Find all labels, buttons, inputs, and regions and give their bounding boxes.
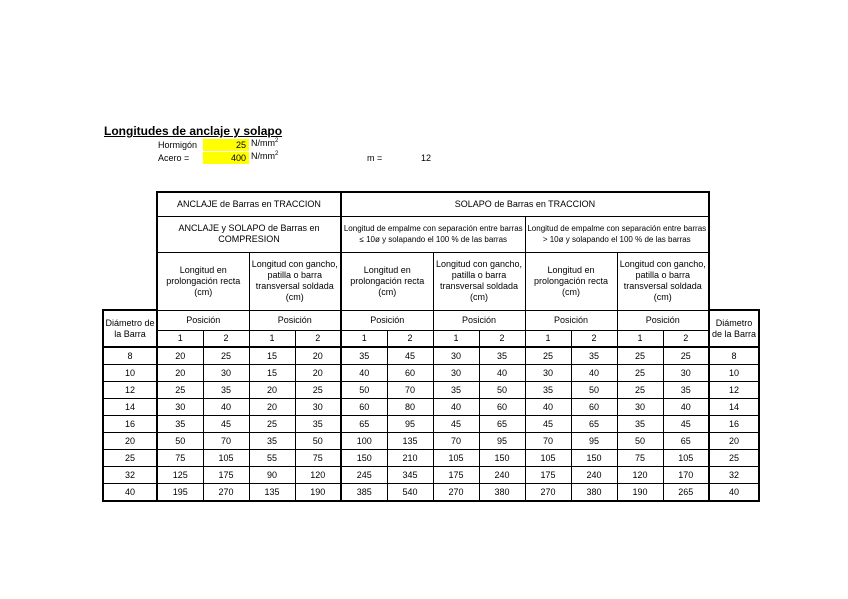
- posicion-header: Posición: [433, 310, 525, 330]
- diameter-cell: 8: [709, 347, 759, 365]
- table-row: [103, 365, 759, 382]
- length-cell: 35: [663, 382, 709, 399]
- length-cell: 45: [387, 347, 433, 365]
- table-row: [103, 347, 759, 365]
- length-cell: 40: [663, 399, 709, 416]
- length-cell: 150: [571, 450, 617, 467]
- length-cell: 35: [157, 416, 203, 433]
- diameter-cell: 10: [103, 365, 157, 382]
- length-cell: 20: [249, 382, 295, 399]
- length-cell: 65: [479, 416, 525, 433]
- length-cell: 30: [295, 399, 341, 416]
- anclaje-compresion-header: ANCLAJE y SOLAPO de Barras en COMPRESION: [157, 216, 341, 252]
- m-label: m =: [367, 153, 383, 163]
- length-cell: 75: [295, 450, 341, 467]
- length-cell: 45: [433, 416, 479, 433]
- length-cell: 195: [157, 484, 203, 502]
- table-row: [103, 416, 759, 433]
- length-cell: 95: [387, 416, 433, 433]
- length-cell: 90: [249, 467, 295, 484]
- length-cell: 45: [203, 416, 249, 433]
- length-cell: 25: [295, 382, 341, 399]
- pos-1: 1: [433, 330, 479, 347]
- diameter-cell: 40: [709, 484, 759, 502]
- posicion-header: Posición: [157, 310, 249, 330]
- length-cell: 380: [479, 484, 525, 502]
- posicion-header: Posición: [341, 310, 433, 330]
- table-row: [103, 484, 759, 502]
- length-cell: 50: [157, 433, 203, 450]
- length-cell: 50: [479, 382, 525, 399]
- length-cell: 150: [341, 450, 387, 467]
- length-cell: 75: [617, 450, 663, 467]
- length-cell: 40: [571, 365, 617, 382]
- empalme-1-header: Longitud de empalme con separación entre barras ≤ 10ø y solapando el 100 % de las barras: [341, 216, 525, 252]
- length-cell: 15: [249, 347, 295, 365]
- table-row: [103, 399, 759, 416]
- length-cell: 380: [571, 484, 617, 502]
- length-cell: 20: [157, 365, 203, 382]
- length-cell: 105: [203, 450, 249, 467]
- diameter-cell: 10: [709, 365, 759, 382]
- table-row: [103, 450, 759, 467]
- pos-1: 1: [341, 330, 387, 347]
- acero-value[interactable]: 400: [203, 152, 249, 164]
- anclaje-traccion-header: ANCLAJE de Barras en TRACCION: [157, 192, 341, 216]
- length-cell: 20: [157, 347, 203, 365]
- length-cell: 40: [203, 399, 249, 416]
- length-cell: 210: [387, 450, 433, 467]
- length-cell: 35: [433, 382, 479, 399]
- length-cell: 270: [525, 484, 571, 502]
- length-cell: 25: [157, 382, 203, 399]
- length-cell: 35: [617, 416, 663, 433]
- length-cell: 35: [295, 416, 341, 433]
- hormigon-label: Hormigón: [158, 140, 198, 150]
- page-title: Longitudes de anclaje y solapo: [104, 124, 283, 138]
- pos-2: 2: [295, 330, 341, 347]
- length-cell: 25: [617, 347, 663, 365]
- length-cell: 30: [157, 399, 203, 416]
- length-cell: 240: [479, 467, 525, 484]
- length-cell: 55: [249, 450, 295, 467]
- length-cell: 30: [663, 365, 709, 382]
- length-cell: 20: [249, 399, 295, 416]
- posicion-header: Posición: [249, 310, 341, 330]
- length-cell: 175: [433, 467, 479, 484]
- gancho-header: Longitud con gancho, patilla o barra transversal soldada (cm): [433, 252, 525, 310]
- length-cell: 175: [525, 467, 571, 484]
- length-cell: 385: [341, 484, 387, 502]
- length-cell: 345: [387, 467, 433, 484]
- length-cell: 25: [617, 365, 663, 382]
- length-cell: 35: [249, 433, 295, 450]
- pos-2: 2: [479, 330, 525, 347]
- pos-1: 1: [525, 330, 571, 347]
- pos-2: 2: [663, 330, 709, 347]
- length-cell: 95: [571, 433, 617, 450]
- length-cell: 25: [617, 382, 663, 399]
- length-cell: 105: [525, 450, 571, 467]
- length-cell: 50: [617, 433, 663, 450]
- length-cell: 35: [525, 382, 571, 399]
- length-cell: 15: [249, 365, 295, 382]
- gancho-header: Longitud con gancho, patilla o barra transversal soldada (cm): [617, 252, 709, 310]
- acero-label: Acero =: [158, 153, 190, 163]
- length-cell: 65: [571, 416, 617, 433]
- length-cell: 135: [249, 484, 295, 502]
- length-cell: 30: [617, 399, 663, 416]
- length-cell: 25: [203, 347, 249, 365]
- table-row: [103, 433, 759, 450]
- length-cell: 60: [571, 399, 617, 416]
- length-cell: 135: [387, 433, 433, 450]
- diameter-cell: 25: [103, 450, 157, 467]
- length-cell: 35: [203, 382, 249, 399]
- length-cell: 60: [387, 365, 433, 382]
- diametro-left-header: Diámetro de la Barra: [103, 310, 157, 347]
- diameter-cell: 8: [103, 347, 157, 365]
- length-cell: 245: [341, 467, 387, 484]
- length-cell: 40: [525, 399, 571, 416]
- length-cell: 60: [479, 399, 525, 416]
- diameter-cell: 12: [709, 382, 759, 399]
- length-cell: 120: [617, 467, 663, 484]
- length-cell: 35: [571, 347, 617, 365]
- length-cell: 40: [341, 365, 387, 382]
- length-cell: 75: [157, 450, 203, 467]
- length-cell: 270: [203, 484, 249, 502]
- length-cell: 80: [387, 399, 433, 416]
- length-cell: 50: [341, 382, 387, 399]
- length-cell: 95: [479, 433, 525, 450]
- length-cell: 20: [295, 365, 341, 382]
- length-cell: 190: [617, 484, 663, 502]
- pos-1: 1: [157, 330, 203, 347]
- diameter-cell: 16: [709, 416, 759, 433]
- posicion-header: Posición: [617, 310, 709, 330]
- length-cell: 190: [295, 484, 341, 502]
- table-row: [103, 467, 759, 484]
- solapo-traccion-header: SOLAPO de Barras en TRACCION: [341, 192, 709, 216]
- length-cell: 125: [157, 467, 203, 484]
- length-cell: 270: [433, 484, 479, 502]
- length-cell: 70: [203, 433, 249, 450]
- diameter-cell: 25: [709, 450, 759, 467]
- gancho-header: Longitud con gancho, patilla o barra transversal soldada (cm): [249, 252, 341, 310]
- length-cell: 240: [571, 467, 617, 484]
- diameter-cell: 40: [103, 484, 157, 502]
- length-cell: 40: [433, 399, 479, 416]
- diameter-cell: 20: [709, 433, 759, 450]
- posicion-header: Posición: [525, 310, 617, 330]
- length-cell: 50: [295, 433, 341, 450]
- diametro-right-header: Diámetro de la Barra: [709, 310, 759, 347]
- length-cell: 25: [249, 416, 295, 433]
- recta-header: Longitud en prolongación recta (cm): [525, 252, 617, 310]
- length-cell: 65: [341, 416, 387, 433]
- length-cell: 105: [663, 450, 709, 467]
- length-cell: 120: [295, 467, 341, 484]
- length-cell: 30: [203, 365, 249, 382]
- diameter-cell: 32: [103, 467, 157, 484]
- pos-2: 2: [571, 330, 617, 347]
- empalme-2-header: Longitud de empalme con separación entre barras > 10ø y solapando el 100 % de las barras: [525, 216, 709, 252]
- diameter-cell: 14: [709, 399, 759, 416]
- length-cell: 30: [525, 365, 571, 382]
- length-cell: 70: [433, 433, 479, 450]
- length-cell: 170: [663, 467, 709, 484]
- length-cell: 540: [387, 484, 433, 502]
- hormigon-value[interactable]: 25: [203, 139, 249, 151]
- length-cell: 35: [341, 347, 387, 365]
- recta-header: Longitud en prolongación recta (cm): [341, 252, 433, 310]
- acero-unit: $N/mm^2$: [251, 151, 279, 161]
- length-cell: 20: [295, 347, 341, 365]
- pos-1: 1: [617, 330, 663, 347]
- length-cell: 65: [663, 433, 709, 450]
- hormigon-unit: $N/mm^2$: [251, 138, 279, 148]
- length-cell: 265: [663, 484, 709, 502]
- pos-2: 2: [387, 330, 433, 347]
- length-cell: 70: [387, 382, 433, 399]
- table-row: [103, 382, 759, 399]
- m-value: 12: [421, 153, 432, 163]
- length-cell: 25: [663, 347, 709, 365]
- length-cell: 150: [479, 450, 525, 467]
- pos-1: 1: [249, 330, 295, 347]
- length-cell: 70: [525, 433, 571, 450]
- length-cell: 50: [571, 382, 617, 399]
- length-cell: 40: [479, 365, 525, 382]
- length-cell: 25: [525, 347, 571, 365]
- pos-2: 2: [203, 330, 249, 347]
- diameter-cell: 14: [103, 399, 157, 416]
- length-cell: 100: [341, 433, 387, 450]
- length-cell: 30: [433, 365, 479, 382]
- length-cell: 60: [341, 399, 387, 416]
- length-cell: 35: [479, 347, 525, 365]
- diameter-cell: 16: [103, 416, 157, 433]
- diameter-cell: 32: [709, 467, 759, 484]
- anchorage-table: [102, 191, 760, 502]
- length-cell: 45: [663, 416, 709, 433]
- diameter-cell: 12: [103, 382, 157, 399]
- length-cell: 45: [525, 416, 571, 433]
- recta-header: Longitud en prolongación recta (cm): [157, 252, 249, 310]
- length-cell: 175: [203, 467, 249, 484]
- length-cell: 30: [433, 347, 479, 365]
- length-cell: 105: [433, 450, 479, 467]
- diameter-cell: 20: [103, 433, 157, 450]
